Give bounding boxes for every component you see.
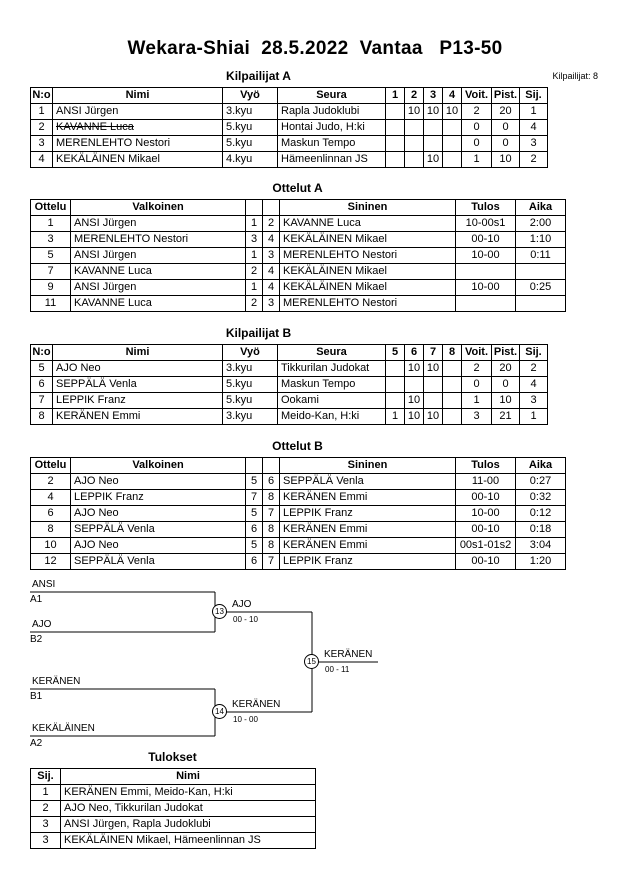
blue-player: KERÄNEN Emmi <box>280 522 456 538</box>
matches-b-header-row <box>31 458 566 474</box>
match-row <box>31 474 566 490</box>
competitor-belt: 5.kyu <box>223 377 278 393</box>
col-header-match: Ottelu <box>31 200 71 216</box>
competitor-place: 4 <box>520 120 548 136</box>
match-number: 7 <box>31 264 71 280</box>
competitor-row <box>31 377 548 393</box>
col-header-r3: 3 <box>424 88 443 104</box>
competitor-name: SEPPÄLÄ Venla <box>53 377 223 393</box>
blue-player-number: 3 <box>263 248 280 264</box>
match-number: 6 <box>31 506 71 522</box>
competitor-points: 0 <box>492 136 520 152</box>
round-score-2 <box>405 136 424 152</box>
bracket-connector-lines <box>30 592 378 736</box>
round-score-2 <box>405 152 424 168</box>
competitor-wins: 2 <box>462 104 492 120</box>
match-time: 0:25 <box>516 280 566 296</box>
blue-player-number: 8 <box>263 490 280 506</box>
match-result: 00-10 <box>456 554 516 570</box>
match-number: 3 <box>31 232 71 248</box>
match-row <box>31 506 566 522</box>
col-header-place: Sij. <box>520 345 548 361</box>
round-score-4: 10 <box>443 104 462 120</box>
match-row <box>31 264 566 280</box>
pool-a-heading: Kilpailijat A <box>226 69 291 83</box>
round-score-1 <box>386 104 405 120</box>
col-header-match: Ottelu <box>31 458 71 474</box>
competitor-points: 0 <box>492 120 520 136</box>
competitor-wins: 1 <box>462 393 492 409</box>
matches-a-header-row <box>31 200 566 216</box>
white-player: AJO Neo <box>71 538 246 554</box>
competitor-place: 2 <box>520 152 548 168</box>
match-time: 1:20 <box>516 554 566 570</box>
competitor-place: 1 <box>520 409 548 425</box>
blue-player: LEPPIK Franz <box>280 554 456 570</box>
blue-player-number: 3 <box>263 296 280 312</box>
round-score-2: 10 <box>405 361 424 377</box>
pool-b-header-row <box>31 345 548 361</box>
white-player: AJO Neo <box>71 506 246 522</box>
white-player-number: 6 <box>246 554 263 570</box>
col-header-club: Seura <box>278 88 386 104</box>
match-number: 8 <box>31 522 71 538</box>
white-player-number: 1 <box>246 280 263 296</box>
white-player-number: 5 <box>246 538 263 554</box>
competitor-points: 20 <box>492 361 520 377</box>
match-row <box>31 216 566 232</box>
white-player: ANSI Jürgen <box>71 248 246 264</box>
competitor-row <box>31 104 548 120</box>
competitor-club: Maskun Tempo <box>278 377 386 393</box>
competitor-club: Hontai Judo, H:ki <box>278 120 386 136</box>
white-player-number: 2 <box>246 264 263 280</box>
competitor-points: 0 <box>492 377 520 393</box>
competitors-count: Kilpailijat: 8 <box>552 71 598 81</box>
match-number: 12 <box>31 554 71 570</box>
match-result: 10-00s1 <box>456 216 516 232</box>
col-header-white-no <box>246 458 263 474</box>
col-header-blue: Sininen <box>280 458 456 474</box>
blue-player: KERÄNEN Emmi <box>280 490 456 506</box>
competitor-wins: 2 <box>462 361 492 377</box>
match-row <box>31 248 566 264</box>
col-header-white-no <box>246 200 263 216</box>
blue-player-number: 4 <box>263 280 280 296</box>
bracket-slot-seed: A2 <box>30 738 43 749</box>
result-name: KEKÄLÄINEN Mikael, Hämeenlinnan JS <box>61 833 316 849</box>
match-row <box>31 232 566 248</box>
blue-player-number: 7 <box>263 506 280 522</box>
competitor-place: 1 <box>520 104 548 120</box>
result-row <box>31 817 316 833</box>
match-row <box>31 522 566 538</box>
competitor-number: 1 <box>31 104 53 120</box>
white-player: SEPPÄLÄ Venla <box>71 522 246 538</box>
competitor-row <box>31 409 548 425</box>
round-score-2: 10 <box>405 409 424 425</box>
match-time <box>516 264 566 280</box>
match-number-badge: 15 <box>304 654 319 669</box>
col-header-wins: Voit. <box>462 88 492 104</box>
competitor-name: AJO Neo <box>53 361 223 377</box>
round-score-3: 10 <box>424 152 443 168</box>
match-result <box>456 296 516 312</box>
col-header-blue-no <box>263 200 280 216</box>
white-player-number: 2 <box>246 296 263 312</box>
white-player-number: 5 <box>246 474 263 490</box>
match-number: 5 <box>31 248 71 264</box>
col-header-r4: 4 <box>443 88 462 104</box>
col-header-blue-no <box>263 458 280 474</box>
round-score-4 <box>443 409 462 425</box>
match-result: 11-00 <box>456 474 516 490</box>
white-player: LEPPIK Franz <box>71 490 246 506</box>
match-result: 10-00 <box>456 248 516 264</box>
col-header-no: N:o <box>31 345 53 361</box>
competitor-wins: 0 <box>462 136 492 152</box>
result-place: 2 <box>31 801 61 817</box>
bracket-winner-name: KERÄNEN <box>232 699 281 710</box>
competitor-wins: 0 <box>462 377 492 393</box>
round-score-1 <box>386 361 405 377</box>
white-player-number: 3 <box>246 232 263 248</box>
competitor-club: Meido-Kan, H:ki <box>278 409 386 425</box>
competitor-name: KAVANNE Luca <box>53 120 223 136</box>
blue-player: KEKÄLÄINEN Mikael <box>280 232 456 248</box>
bracket-slot-name: ANSI <box>32 579 56 590</box>
blue-player: KEKÄLÄINEN Mikael <box>280 264 456 280</box>
blue-player: MERENLEHTO Nestori <box>280 248 456 264</box>
competitor-club: Ookami <box>278 393 386 409</box>
col-header-time: Aika <box>516 458 566 474</box>
round-score-4 <box>443 393 462 409</box>
col-header-r3: 7 <box>424 345 443 361</box>
match-number: 11 <box>31 296 71 312</box>
match-time: 1:10 <box>516 232 566 248</box>
match-row <box>31 490 566 506</box>
blue-player-number: 7 <box>263 554 280 570</box>
white-player: AJO Neo <box>71 474 246 490</box>
pool-b-table <box>30 344 548 425</box>
match-number: 4 <box>31 490 71 506</box>
pool-b-heading: Kilpailijat B <box>225 326 292 340</box>
matches-b-heading: Ottelut B <box>272 439 323 453</box>
result-name: AJO Neo, Tikkurilan Judokat <box>61 801 316 817</box>
results-table <box>30 768 316 849</box>
white-player: ANSI Jürgen <box>71 280 246 296</box>
white-player-number: 7 <box>246 490 263 506</box>
col-header-place: Sij. <box>31 769 61 785</box>
competitor-belt: 3.kyu <box>223 104 278 120</box>
match-result: 00s1-01s2 <box>456 538 516 554</box>
round-score-1 <box>386 152 405 168</box>
competitor-place: 3 <box>520 136 548 152</box>
match-row <box>31 554 566 570</box>
col-header-white: Valkoinen <box>71 200 246 216</box>
round-score-3 <box>424 136 443 152</box>
round-score-2 <box>405 120 424 136</box>
match-time: 2:00 <box>516 216 566 232</box>
col-header-place: Sij. <box>520 88 548 104</box>
competitor-wins: 1 <box>462 152 492 168</box>
match-result: 00-10 <box>456 232 516 248</box>
blue-player-number: 2 <box>263 216 280 232</box>
blue-player-number: 4 <box>263 232 280 248</box>
competitor-place: 3 <box>520 393 548 409</box>
competitor-belt: 5.kyu <box>223 393 278 409</box>
competitor-points: 21 <box>492 409 520 425</box>
col-header-r4: 8 <box>443 345 462 361</box>
col-header-belt: Vyö <box>223 88 278 104</box>
blue-player: KERÄNEN Emmi <box>280 538 456 554</box>
col-header-points: Pist. <box>492 345 520 361</box>
blue-player-number: 6 <box>263 474 280 490</box>
competitor-number: 7 <box>31 393 53 409</box>
final-bracket <box>0 576 630 751</box>
blue-player: LEPPIK Franz <box>280 506 456 522</box>
competitor-club: Maskun Tempo <box>278 136 386 152</box>
match-time: 0:11 <box>516 248 566 264</box>
round-score-4 <box>443 152 462 168</box>
match-row <box>31 538 566 554</box>
page-title: Wekara-Shiai 28.5.2022 Vantaa P13-50 <box>127 38 503 59</box>
white-player-number: 1 <box>246 248 263 264</box>
bracket-winner-name: AJO <box>232 599 252 610</box>
competitor-name: ANSI Jürgen <box>53 104 223 120</box>
col-header-r2: 2 <box>405 88 424 104</box>
match-time: 3:04 <box>516 538 566 554</box>
round-score-3: 10 <box>424 409 443 425</box>
col-header-time: Aika <box>516 200 566 216</box>
competitor-row <box>31 361 548 377</box>
col-header-club: Seura <box>278 345 386 361</box>
white-player: MERENLEHTO Nestori <box>71 232 246 248</box>
blue-player: KEKÄLÄINEN Mikael <box>280 280 456 296</box>
round-score-2: 10 <box>405 393 424 409</box>
match-number-badge: 14 <box>212 704 227 719</box>
match-time <box>516 296 566 312</box>
white-player-number: 6 <box>246 522 263 538</box>
round-score-2: 10 <box>405 104 424 120</box>
round-score-4 <box>443 361 462 377</box>
bracket-score: 00 - 10 <box>233 615 258 624</box>
round-score-3 <box>424 393 443 409</box>
result-row <box>31 833 316 849</box>
col-header-name: Nimi <box>61 769 316 785</box>
round-score-3: 10 <box>424 361 443 377</box>
match-number: 2 <box>31 474 71 490</box>
matches-a-table <box>30 199 566 312</box>
match-result: 00-10 <box>456 490 516 506</box>
competitor-wins: 0 <box>462 120 492 136</box>
white-player: ANSI Jürgen <box>71 216 246 232</box>
col-header-r2: 6 <box>405 345 424 361</box>
competitor-number: 4 <box>31 152 53 168</box>
round-score-1 <box>386 377 405 393</box>
col-header-result: Tulos <box>456 458 516 474</box>
match-time: 0:32 <box>516 490 566 506</box>
result-place: 1 <box>31 785 61 801</box>
matches-b-table <box>30 457 566 570</box>
bracket-slot-seed: B1 <box>30 691 43 702</box>
competitor-wins: 3 <box>462 409 492 425</box>
round-score-1 <box>386 120 405 136</box>
competitor-club: Rapla Judoklubi <box>278 104 386 120</box>
competitor-belt: 5.kyu <box>223 120 278 136</box>
match-number-badge: 13 <box>212 604 227 619</box>
match-number: 9 <box>31 280 71 296</box>
result-row <box>31 785 316 801</box>
competitor-row <box>31 136 548 152</box>
bracket-winner-name: KERÄNEN <box>324 649 373 660</box>
competitor-belt: 4.kyu <box>223 152 278 168</box>
competitor-points: 10 <box>492 152 520 168</box>
round-score-1 <box>386 393 405 409</box>
competitor-row <box>31 152 548 168</box>
competitor-points: 10 <box>492 393 520 409</box>
white-player-number: 5 <box>246 506 263 522</box>
competitor-number: 8 <box>31 409 53 425</box>
round-score-4 <box>443 377 462 393</box>
competitor-number: 2 <box>31 120 53 136</box>
competitor-row <box>31 393 548 409</box>
bracket-slot-name: AJO <box>32 619 52 630</box>
round-score-4 <box>443 136 462 152</box>
match-result: 10-00 <box>456 506 516 522</box>
blue-player-number: 8 <box>263 538 280 554</box>
match-result: 10-00 <box>456 280 516 296</box>
result-name: KERÄNEN Emmi, Meido-Kan, H:ki <box>61 785 316 801</box>
match-time: 0:27 <box>516 474 566 490</box>
results-header-row <box>31 769 316 785</box>
col-header-no: N:o <box>31 88 53 104</box>
bracket-slot-name: KEKÄLÄINEN <box>32 723 95 734</box>
competitor-name: LEPPIK Franz <box>53 393 223 409</box>
competitor-belt: 3.kyu <box>223 361 278 377</box>
results-heading: Tulokset <box>148 750 197 764</box>
bracket-slot-seed: A1 <box>30 594 43 605</box>
competitor-number: 5 <box>31 361 53 377</box>
match-number: 1 <box>31 216 71 232</box>
round-score-3 <box>424 120 443 136</box>
result-place: 3 <box>31 817 61 833</box>
blue-player: KAVANNE Luca <box>280 216 456 232</box>
match-row <box>31 280 566 296</box>
match-row <box>31 296 566 312</box>
competitor-number: 6 <box>31 377 53 393</box>
round-score-3: 10 <box>424 104 443 120</box>
white-player-number: 1 <box>246 216 263 232</box>
result-place: 3 <box>31 833 61 849</box>
round-score-2 <box>405 377 424 393</box>
match-result <box>456 264 516 280</box>
match-number: 10 <box>31 538 71 554</box>
competitor-points: 20 <box>492 104 520 120</box>
competitor-belt: 3.kyu <box>223 409 278 425</box>
blue-player: SEPPÄLÄ Venla <box>280 474 456 490</box>
col-header-belt: Vyö <box>223 345 278 361</box>
competitor-place: 2 <box>520 361 548 377</box>
bracket-slot-name: KERÄNEN <box>32 676 81 687</box>
competitor-place: 4 <box>520 377 548 393</box>
pool-a-header-row <box>31 88 548 104</box>
blue-player-number: 8 <box>263 522 280 538</box>
result-name: ANSI Jürgen, Rapla Judoklubi <box>61 817 316 833</box>
pool-a-table <box>30 87 548 168</box>
col-header-wins: Voit. <box>462 345 492 361</box>
round-score-3 <box>424 377 443 393</box>
round-score-1 <box>386 136 405 152</box>
col-header-name: Nimi <box>53 345 223 361</box>
matches-a-heading: Ottelut A <box>272 181 323 195</box>
blue-player: MERENLEHTO Nestori <box>280 296 456 312</box>
competitor-club: Hämeenlinnan JS <box>278 152 386 168</box>
col-header-blue: Sininen <box>280 200 456 216</box>
white-player: SEPPÄLÄ Venla <box>71 554 246 570</box>
competitor-name: KERÄNEN Emmi <box>53 409 223 425</box>
blue-player-number: 4 <box>263 264 280 280</box>
col-header-r1: 1 <box>386 88 405 104</box>
round-score-1: 1 <box>386 409 405 425</box>
round-score-4 <box>443 120 462 136</box>
col-header-points: Pist. <box>492 88 520 104</box>
col-header-r1: 5 <box>386 345 405 361</box>
result-row <box>31 801 316 817</box>
col-header-white: Valkoinen <box>71 458 246 474</box>
col-header-result: Tulos <box>456 200 516 216</box>
competitor-name: KEKÄLÄINEN Mikael <box>53 152 223 168</box>
competitor-club: Tikkurilan Judokat <box>278 361 386 377</box>
bracket-score: 10 - 00 <box>233 715 258 724</box>
competitor-number: 3 <box>31 136 53 152</box>
competitor-row <box>31 120 548 136</box>
bracket-slot-seed: B2 <box>30 634 43 645</box>
col-header-name: Nimi <box>53 88 223 104</box>
match-result: 00-10 <box>456 522 516 538</box>
bracket-score: 00 - 11 <box>325 665 350 674</box>
match-time: 0:12 <box>516 506 566 522</box>
competitor-name: MERENLEHTO Nestori <box>53 136 223 152</box>
competitor-belt: 5.kyu <box>223 136 278 152</box>
white-player: KAVANNE Luca <box>71 264 246 280</box>
match-time: 0:18 <box>516 522 566 538</box>
white-player: KAVANNE Luca <box>71 296 246 312</box>
